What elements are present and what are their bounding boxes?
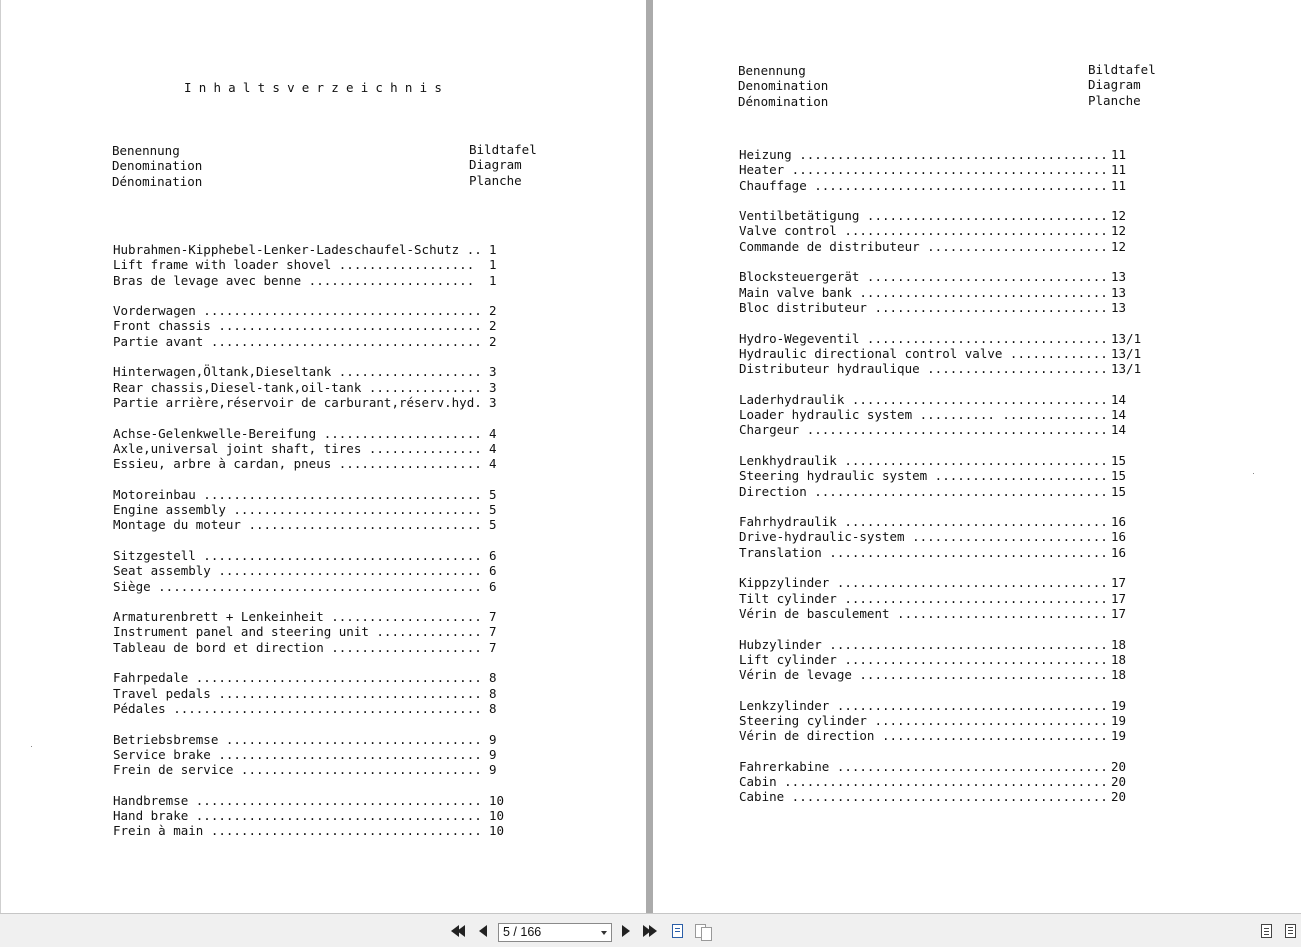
toc-entry-diagram-number: 5 [489, 517, 497, 533]
header-diagram-fr: Planche [469, 172, 522, 188]
toc-entry-label: Heater .......................................... [739, 162, 1108, 178]
toc-entry-diagram-number: 16 [1111, 544, 1127, 560]
toc-entry-label: Montage du moteur ............................... [113, 517, 482, 533]
column-header-denomination [112, 143, 202, 189]
toc-entry-label: Rear chassis,Diesel-tank,oil-tank ............... [113, 379, 482, 395]
toc-entry-label: Partie avant .................................... [113, 333, 482, 349]
toc-entry-label: Travel pedals ................................... [113, 685, 482, 701]
toc-entry-label: Lenkhydraulik ................................... [739, 452, 1108, 468]
header-label-en: Denomination [112, 158, 203, 174]
toc-entry-label: Hinterwagen,Öltank,Dieseltank ................... [113, 364, 482, 380]
toc-entry-diagram-number: 19 [1111, 712, 1127, 728]
toc-entry-label: Bras de levage avec benne ...................... [113, 272, 475, 288]
toc-entry-diagram-number: 18 [1111, 636, 1127, 652]
toc-entry-label: Partie arrière,réservoir de carburant,réserv.hyd. [113, 394, 482, 410]
document-page-left [0, 0, 646, 913]
fit-page-icon[interactable] [667, 921, 687, 941]
toc-entry-diagram-number: 7 [489, 609, 497, 625]
toc-entry-label: Kippzylinder .................................... [739, 575, 1108, 591]
toc-entry-diagram-number: 19 [1111, 697, 1127, 713]
toc-entry-diagram-number: 9 [489, 762, 497, 778]
next-page-icon[interactable] [616, 921, 636, 941]
toc-entry-label: Hand brake ...................................... [113, 807, 482, 823]
toc-entry-label: Lenkzylinder .................................... [739, 697, 1108, 713]
header-diagram-de: Bildtafel [1088, 62, 1156, 77]
toc-entry-label: Distributeur hydraulique ........................ [739, 361, 1108, 377]
toc-entry-label: Steering hydraulic system ....................... [739, 468, 1108, 484]
toc-entry-label: Front chassis ................................... [113, 318, 482, 334]
toc-entry-diagram-number: 20 [1111, 758, 1127, 774]
toc-entry-diagram-number: 2 [489, 318, 497, 334]
toc-entry-label: Ventilbetätigung ................................ [739, 208, 1108, 224]
toc-entry-diagram-number: 13/1 [1111, 345, 1142, 361]
toc-entry-label: Bloc distributeur ............................... [739, 299, 1108, 315]
toc-entry-diagram-number: 11 [1111, 147, 1127, 162]
header-label-de: Benennung [112, 143, 180, 158]
toc-entry-diagram-number: 4 [489, 456, 497, 472]
toc-entry-label: Armaturenbrett + Lenkeinheit .................... [113, 609, 482, 625]
header-diagram-en: Diagram [469, 157, 522, 173]
toc-entry-label: Sitzgestell ..................................... [113, 547, 482, 563]
page-number-select[interactable] [498, 923, 612, 942]
toc-entry-diagram-number: 8 [489, 685, 497, 701]
header-diagram-en: Diagram [1088, 77, 1141, 93]
toc-entry-label: Achse-Gelenkwelle-Bereifung ..................... [113, 425, 482, 441]
header-diagram-de: Bildtafel [469, 142, 537, 157]
page-title: Inhaltsverzeichnis [184, 80, 450, 95]
header-label-en: Denomination [738, 78, 829, 94]
toc-entry-diagram-number: 12 [1111, 238, 1127, 254]
toc-entry-diagram-number: 17 [1111, 575, 1127, 591]
toc-entry-diagram-number: 13 [1111, 299, 1127, 315]
document-page-right [653, 0, 1301, 913]
header-label-fr: Dénomination [738, 93, 829, 109]
facing-pages-icon[interactable] [693, 921, 713, 941]
toc-entry-diagram-number: 17 [1111, 605, 1127, 621]
column-header-diagram [469, 142, 537, 188]
prev-page-icon[interactable] [473, 921, 493, 941]
toc-entry-label: Fahrerkabine .................................... [739, 758, 1108, 774]
toc-entry-label: Translation ..................................... [739, 544, 1108, 560]
toc-entry-diagram-number: 1 [489, 272, 497, 288]
toc-entry-label: Chargeur ........................................ [739, 422, 1108, 438]
column-header-denomination [738, 63, 828, 109]
toc-entry-label: Hubzylinder ..................................... [739, 636, 1108, 652]
toc-entry-label: Hubrahmen-Kipphebel-Lenker-Ladeschaufel-Schutz .. [113, 242, 482, 257]
toc-entry-diagram-number: 12 [1111, 223, 1127, 239]
toc-entry-diagram-number: 2 [489, 333, 497, 349]
toc-entry-diagram-number: 6 [489, 578, 497, 594]
toc-entry-diagram-number: 10 [489, 807, 505, 823]
toc-entry-diagram-number: 3 [489, 379, 497, 395]
toc-entry-diagram-number: 17 [1111, 590, 1127, 606]
toc-entry-label: Vorderwagen ..................................... [113, 303, 482, 319]
toc-entry-label: Cabine .......................................... [739, 789, 1108, 805]
toc-entry-diagram-number: 20 [1111, 789, 1127, 805]
scan-speck [31, 746, 32, 747]
toc-entry-diagram-number: 4 [489, 440, 497, 456]
toc-entry-diagram-number: 14 [1111, 391, 1127, 407]
toc-entry-diagram-number: 8 [489, 700, 497, 716]
toc-entry-label: Siège ........................................... [113, 578, 482, 594]
toc-entry-label: Cabin ........................................... [739, 774, 1108, 790]
toc-entry-label: Betriebsbremse .................................. [113, 731, 482, 747]
toc-entry-label: Drive-hydraulic-system .......................... [739, 529, 1108, 545]
toc-entry-label: Engine assembly ................................. [113, 502, 482, 518]
toc-entry-label: Heizung ......................................... [739, 147, 1108, 162]
toc-entry-label: Main valve bank ................................. [739, 284, 1108, 300]
toc-entry-diagram-number: 7 [489, 639, 497, 655]
toc-entry-diagram-number: 19 [1111, 728, 1127, 744]
toc-entry-diagram-number: 9 [489, 746, 497, 762]
toc-entry-label: Hydraulic directional control valve ............. [739, 345, 1108, 361]
toc-entry-diagram-number: 6 [489, 547, 497, 563]
header-label-de: Benennung [738, 63, 806, 78]
viewer-toolbar [0, 913, 1301, 947]
toc-entry-label: Vérin de levage ................................. [739, 667, 1108, 683]
toc-entry-label: Frein à main .................................... [113, 823, 482, 839]
toc-entry-label: Steering cylinder ............................... [739, 712, 1108, 728]
toc-entry-diagram-number: 20 [1111, 774, 1127, 790]
header-label-fr: Dénomination [112, 173, 203, 189]
column-header-diagram [1088, 62, 1156, 108]
toc-entry-label: Handbremse ...................................... [113, 792, 482, 808]
toc-entry-diagram-number: 11 [1111, 177, 1127, 193]
toc-entry-diagram-number: 2 [489, 303, 497, 319]
toc-entry-diagram-number: 13/1 [1111, 330, 1142, 346]
toc-entry-label: Lift frame with loader shovel .................. [113, 257, 475, 273]
toc-entry-diagram-number: 4 [489, 425, 497, 441]
toc-entry-label: Frein de service ................................ [113, 762, 482, 778]
toc-entry-label: Tableau de bord et direction .................... [113, 639, 482, 655]
toc-entry-diagram-number: 10 [489, 792, 505, 808]
header-diagram-fr: Planche [1088, 92, 1141, 108]
toc-entry-label: Commande de distributeur ........................ [739, 238, 1108, 254]
toc-entry-label: Vérin de basculement ............................ [739, 605, 1108, 621]
toc-entry-label: Pédales ......................................... [113, 700, 482, 716]
toc-entry-label: Motoreinbau ..................................... [113, 486, 482, 502]
toc-entry-label: Axle,universal joint shaft, tires ............... [113, 440, 482, 456]
toc-entry-diagram-number: 16 [1111, 514, 1127, 530]
toc-entry-diagram-number: 5 [489, 486, 497, 502]
toc-entry-diagram-number: 5 [489, 502, 497, 518]
page-indicator: 5 / 166 [503, 925, 542, 939]
scan-speck [1253, 473, 1254, 474]
chevron-down-icon [601, 931, 607, 935]
toc-entry-diagram-number: 3 [489, 394, 497, 410]
toc-entry-label: Seat assembly ................................... [113, 563, 482, 579]
toc-entry-label: Chauffage ....................................... [739, 177, 1108, 193]
toc-entry-diagram-number: 16 [1111, 529, 1127, 545]
single-page-view-icon[interactable] [1256, 921, 1276, 941]
toc-entry-label: Essieu, arbre à cardan, pneus ................... [113, 456, 482, 472]
last-page-icon[interactable] [640, 921, 660, 941]
toc-entry-label: Tilt cylinder ................................... [739, 590, 1108, 606]
toc-entry-diagram-number: 10 [489, 823, 505, 839]
toc-entry-diagram-number: 15 [1111, 468, 1127, 484]
toc-entry-diagram-number: 18 [1111, 651, 1127, 667]
toc-entry-diagram-number: 11 [1111, 162, 1127, 178]
toc-entry-label: Fahrhydraulik ................................... [739, 514, 1108, 530]
toc-entry-diagram-number: 13 [1111, 269, 1127, 285]
toc-entry-label: Fahrpedale ...................................... [113, 670, 482, 686]
toc-entry-label: Hydro-Wegeventil ................................ [739, 330, 1108, 346]
toc-entry-diagram-number: 13/1 [1111, 361, 1142, 377]
toc-entry-label: Direction ....................................... [739, 483, 1108, 499]
toc-entry-label: Loader hydraulic system .......... .............. [739, 407, 1108, 423]
toc-entry-label: Laderhydraulik .................................. [739, 391, 1108, 407]
toc-entry-diagram-number: 13 [1111, 284, 1127, 300]
toc-entry-label: Blocksteuergerät ................................ [739, 269, 1108, 285]
toc-entry-label: Vérin de direction .............................. [739, 728, 1108, 744]
toc-entry-diagram-number: 15 [1111, 483, 1127, 499]
toc-entry-diagram-number: 9 [489, 731, 497, 747]
toc-entry-diagram-number: 12 [1111, 208, 1127, 224]
toc-entry-diagram-number: 1 [489, 242, 497, 257]
toc-entry-label: Service brake ................................... [113, 746, 482, 762]
toc-entry-diagram-number: 8 [489, 670, 497, 686]
toc-entry-diagram-number: 14 [1111, 422, 1127, 438]
toc-entry-label: Instrument panel and steering unit .............. [113, 624, 482, 640]
toc-entry-diagram-number: 14 [1111, 407, 1127, 423]
toc-entry-diagram-number: 6 [489, 563, 497, 579]
toc-entry-diagram-number: 1 [489, 257, 497, 273]
toc-entry-diagram-number: 18 [1111, 667, 1127, 683]
toc-entry-diagram-number: 3 [489, 364, 497, 380]
toc-entry-diagram-number: 15 [1111, 452, 1127, 468]
toc-entry-label: Lift cylinder ................................... [739, 651, 1108, 667]
first-page-icon[interactable] [448, 921, 468, 941]
toc-entry-diagram-number: 7 [489, 624, 497, 640]
toc-entry-label: Valve control ................................... [739, 223, 1108, 239]
continuous-view-icon[interactable] [1280, 921, 1300, 941]
